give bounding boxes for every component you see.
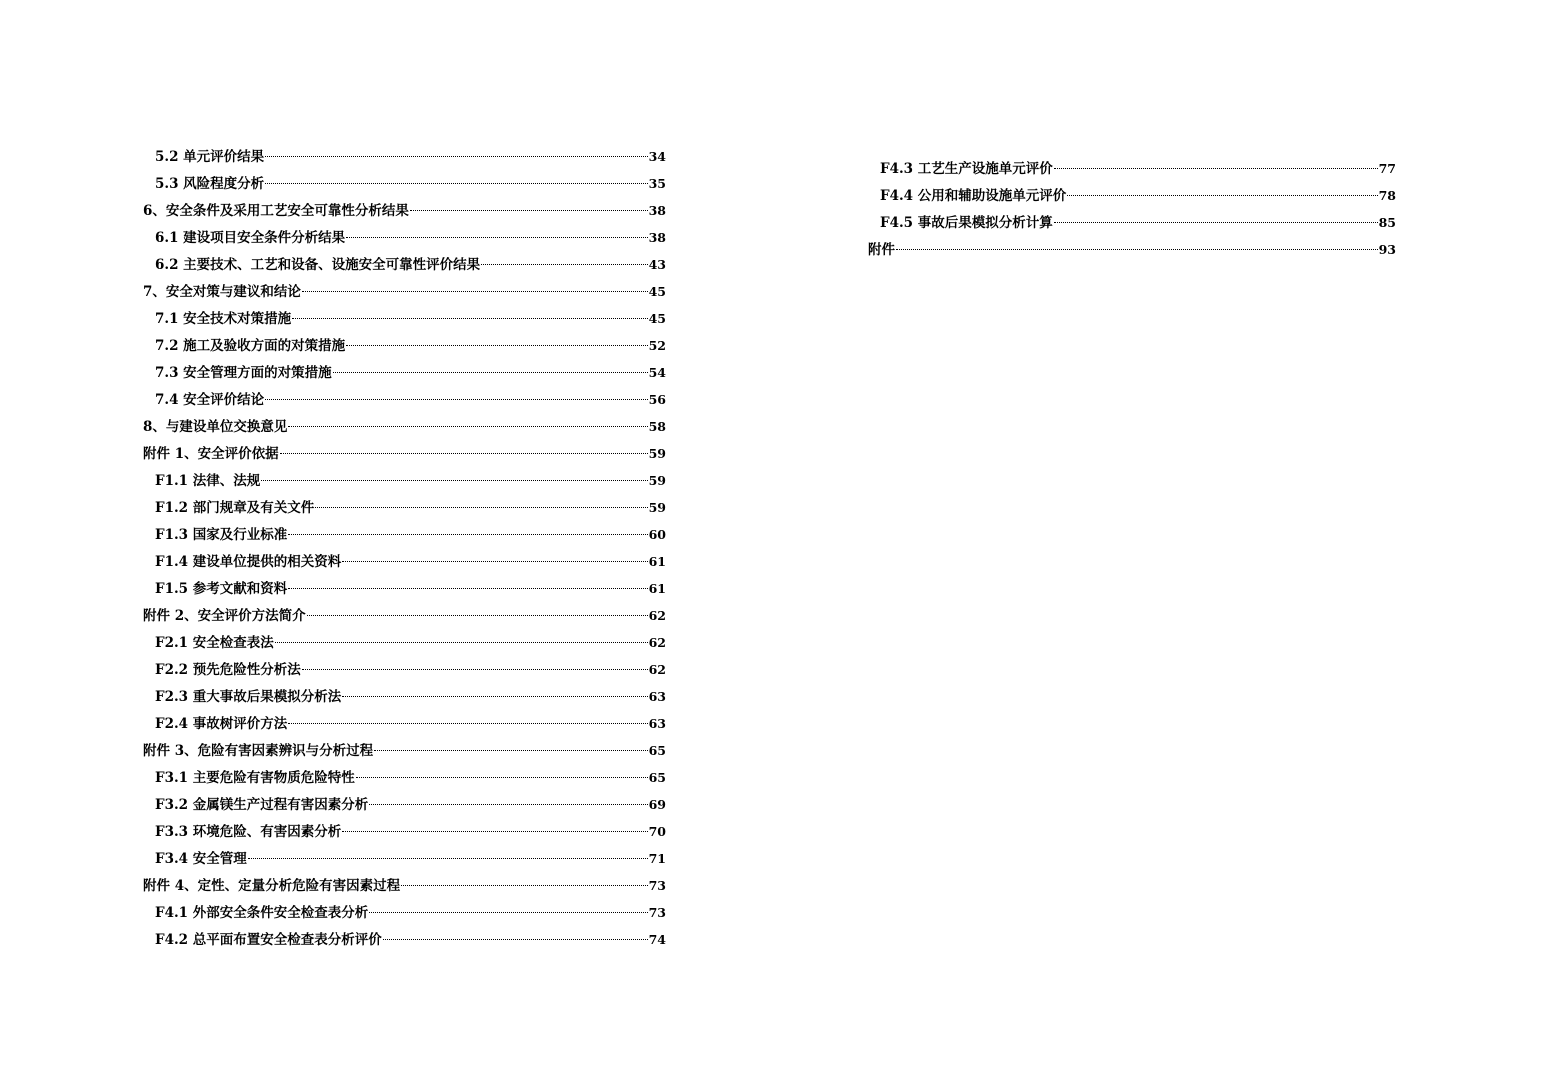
dot-leader: [265, 183, 647, 184]
toc-entry-title: 7、安全对策与建议和结论: [143, 284, 301, 300]
toc-entry-title: F3.1 主要危险有害物质危险特性: [155, 770, 355, 786]
toc-page-number: 59: [648, 500, 666, 515]
toc-entry-title: 7.2 施工及验收方面的对策措施: [155, 338, 346, 354]
toc-entry[interactable]: [868, 182, 1396, 209]
dot-leader: [896, 249, 1378, 250]
toc-entry[interactable]: [143, 197, 666, 224]
toc-page-number: 74: [648, 932, 666, 947]
toc-entry-title: 附件: [868, 242, 895, 258]
toc-page-number: 69: [648, 797, 666, 812]
toc-entry-title: F2.4 事故树评价方法: [155, 716, 288, 732]
toc-entry-title: F4.5 事故后果模拟分析计算: [880, 215, 1053, 231]
toc-entry-title: F3.4 安全管理: [155, 851, 247, 867]
toc-page-number: 58: [648, 419, 666, 434]
toc-entry[interactable]: [143, 575, 666, 602]
dot-leader: [374, 750, 648, 751]
toc-entry[interactable]: [868, 209, 1396, 236]
toc-entry[interactable]: [143, 467, 666, 494]
dot-leader: [288, 426, 647, 427]
toc-page-number: 38: [648, 203, 666, 218]
toc-entry[interactable]: [143, 413, 666, 440]
toc-entry-title: F2.2 预先危险性分析法: [155, 662, 301, 678]
toc-entry-title: 附件 4、定性、定量分析危险有害因素过程: [143, 878, 401, 894]
toc-page-number: 85: [1378, 215, 1396, 230]
toc-entry-title: F1.4 建设单位提供的相关资料: [155, 554, 342, 570]
toc-page-number: 71: [648, 851, 666, 866]
toc-entry[interactable]: [143, 332, 666, 359]
toc-entry[interactable]: [143, 494, 666, 521]
dot-leader: [342, 696, 647, 697]
toc-page-number: 34: [648, 149, 666, 164]
dot-leader: [261, 480, 647, 481]
toc-entry[interactable]: [143, 386, 666, 413]
toc-entry-title: F3.2 金属镁生产过程有害因素分析: [155, 797, 369, 813]
dot-leader: [342, 561, 647, 562]
dot-leader: [315, 507, 647, 508]
toc-entry[interactable]: [143, 791, 666, 818]
toc-entry[interactable]: [868, 236, 1396, 263]
toc-entry[interactable]: [143, 899, 666, 926]
dot-leader: [288, 588, 647, 589]
toc-entry[interactable]: [143, 521, 666, 548]
toc-page-number: 62: [648, 662, 666, 677]
toc-entry-title: 7.4 安全评价结论: [155, 392, 265, 408]
toc-entry[interactable]: [143, 170, 666, 197]
toc-entry-title: F1.3 国家及行业标准: [155, 527, 288, 543]
toc-entry-title: F4.2 总平面布置安全检查表分析评价: [155, 932, 382, 948]
toc-entry-title: F1.2 部门规章及有关文件: [155, 500, 315, 516]
toc-entry[interactable]: [868, 155, 1396, 182]
toc-column-left: [143, 143, 666, 953]
toc-entry[interactable]: [143, 872, 666, 899]
toc-page-number: 77: [1378, 161, 1396, 176]
toc-page-number: 65: [648, 743, 666, 758]
toc-entry[interactable]: [143, 278, 666, 305]
toc-entry-title: F4.1 外部安全条件安全检查表分析: [155, 905, 369, 921]
toc-page-number: 70: [648, 824, 666, 839]
toc-page-number: 45: [648, 311, 666, 326]
toc-entry-title: 附件 1、安全评价依据: [143, 446, 279, 462]
dot-leader: [307, 615, 648, 616]
toc-page-number: 59: [648, 473, 666, 488]
toc-entry[interactable]: [143, 683, 666, 710]
toc-entry[interactable]: [143, 305, 666, 332]
toc-column-right: [868, 155, 1396, 263]
toc-page-number: 38: [648, 230, 666, 245]
toc-entry-title: 7.1 安全技术对策措施: [155, 311, 292, 327]
toc-entry-title: 8、与建设单位交换意见: [143, 419, 288, 435]
toc-entry-title: F2.1 安全检查表法: [155, 635, 274, 651]
dot-leader: [302, 291, 648, 292]
toc-page-number: 62: [648, 635, 666, 650]
toc-entry[interactable]: [143, 629, 666, 656]
toc-entry-title: 6、安全条件及采用工艺安全可靠性分析结果: [143, 203, 409, 219]
dot-leader: [383, 939, 648, 940]
toc-entry[interactable]: [143, 224, 666, 251]
toc-entry-title: 附件 3、危险有害因素辨识与分析过程: [143, 743, 374, 759]
dot-leader: [346, 345, 647, 346]
toc-entry-title: F2.3 重大事故后果模拟分析法: [155, 689, 342, 705]
toc-page-number: 93: [1378, 242, 1396, 257]
toc-entry[interactable]: [143, 764, 666, 791]
dot-leader: [342, 831, 647, 832]
toc-entry-title: F1.1 法律、法规: [155, 473, 261, 489]
dot-leader: [1054, 168, 1378, 169]
dot-leader: [288, 534, 647, 535]
toc-entry-title: 6.1 建设项目安全条件分析结果: [155, 230, 346, 246]
toc-entry[interactable]: [143, 845, 666, 872]
toc-page-number: 63: [648, 716, 666, 731]
toc-page-number: 61: [648, 554, 666, 569]
toc-page-number: 43: [648, 257, 666, 272]
toc-entry[interactable]: [143, 143, 666, 170]
toc-entry[interactable]: [143, 737, 666, 764]
toc-page-number: 54: [648, 365, 666, 380]
dot-leader: [346, 237, 647, 238]
dot-leader: [288, 723, 647, 724]
dot-leader: [275, 642, 648, 643]
toc-entry[interactable]: [143, 710, 666, 737]
toc-entry-title: 附件 2、安全评价方法简介: [143, 608, 306, 624]
dot-leader: [356, 777, 648, 778]
toc-page-number: 59: [648, 446, 666, 461]
dot-leader: [265, 156, 647, 157]
toc-entry-title: F1.5 参考文献和资料: [155, 581, 288, 597]
toc-entry-title: 5.3 风险程度分析: [155, 176, 265, 192]
dot-leader: [401, 885, 648, 886]
dot-leader: [333, 372, 648, 373]
dot-leader: [292, 318, 647, 319]
toc-entry[interactable]: [143, 926, 666, 953]
dot-leader: [1067, 195, 1377, 196]
dot-leader: [248, 858, 648, 859]
toc-page-number: 73: [648, 878, 666, 893]
toc-page-number: 78: [1378, 188, 1396, 203]
toc-entry[interactable]: [143, 602, 666, 629]
toc-entry-title: 7.3 安全管理方面的对策措施: [155, 365, 332, 381]
dot-leader: [369, 912, 647, 913]
toc-entry-title: F4.4 公用和辅助设施单元评价: [880, 188, 1067, 204]
dot-leader: [280, 453, 648, 454]
dot-leader: [369, 804, 647, 805]
toc-entry[interactable]: [143, 548, 666, 575]
toc-page-number: 73: [648, 905, 666, 920]
toc-page-number: 65: [648, 770, 666, 785]
toc-page-number: 35: [648, 176, 666, 191]
toc-entry-title: 5.2 单元评价结果: [155, 149, 265, 165]
toc-page-number: 60: [648, 527, 666, 542]
toc-entry[interactable]: [143, 251, 666, 278]
toc-page-number: 63: [648, 689, 666, 704]
dot-leader: [1054, 222, 1378, 223]
dot-leader: [410, 210, 648, 211]
toc-entry[interactable]: [143, 359, 666, 386]
toc-entry[interactable]: [143, 440, 666, 467]
toc-page-number: 62: [648, 608, 666, 623]
toc-entry-title: F4.3 工艺生产设施单元评价: [880, 161, 1053, 177]
toc-entry-title: F3.3 环境危险、有害因素分析: [155, 824, 342, 840]
toc-page-number: 56: [648, 392, 666, 407]
toc-entry[interactable]: [143, 818, 666, 845]
toc-page-number: 52: [648, 338, 666, 353]
dot-leader: [302, 669, 648, 670]
dot-leader: [265, 399, 647, 400]
toc-page-number: 61: [648, 581, 666, 596]
toc-entry-title: 6.2 主要技术、工艺和设备、设施安全可靠性评价结果: [155, 257, 481, 273]
toc-entry[interactable]: [143, 656, 666, 683]
toc-page-number: 45: [648, 284, 666, 299]
dot-leader: [481, 264, 647, 265]
